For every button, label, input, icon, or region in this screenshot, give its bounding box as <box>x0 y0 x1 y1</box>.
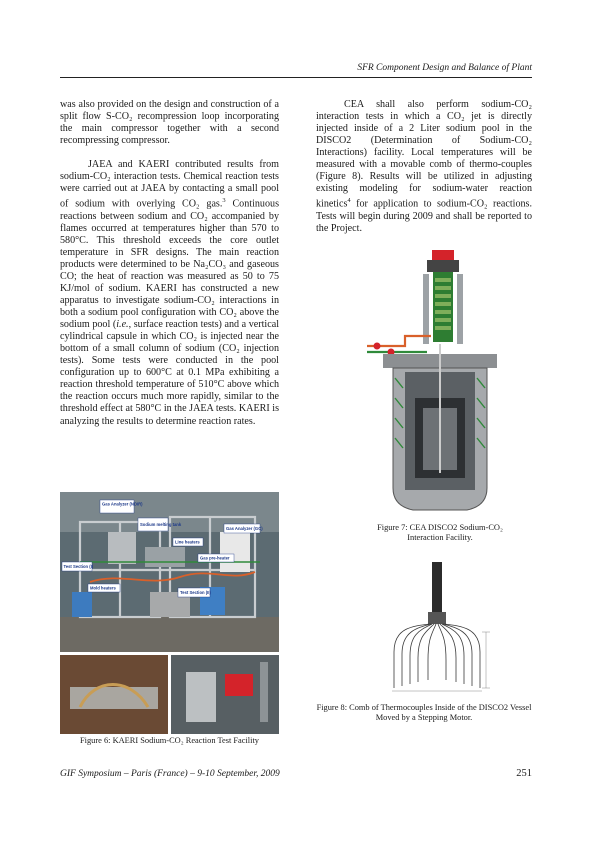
right-paragraph-1-part-a: CEA shall also perform sodium-CO₂ interaction tests in which a CO₂ jet is directly injected inside of a 2 Liter sodium pool in the DISCO2 (Determination of Sodium-CO₂ Interactions) facility. Local temperatures will be measured with a movable comb of thermo-couples (Figure 8). Results will be utilized in adjusting existing modeling for sodium-water reaction kinetics <box>316 99 532 210</box>
label-test-section-1: Test Section (I) <box>63 564 94 569</box>
reference-4: 4 <box>347 197 351 205</box>
left-paragraph-2 <box>60 159 279 427</box>
bottom-left-apparatus <box>70 687 158 709</box>
figure-7-svg <box>365 248 515 518</box>
label-gas-analyzer-gc: Gas Analyzer (GC) <box>226 526 263 531</box>
label-sodium-melting-tank: Sodium melting tank <box>140 522 182 527</box>
label-line-heaters: Line heaters <box>175 539 200 545</box>
guide-rod-right <box>457 274 463 344</box>
left-paragraph-2-part-b: Continuous reactions between sodium and CO₂ accompanied by flames occurred at temperatures higher than 570 to 580°C. This threshold exceeds the core outlet temperature in SFR designs. The main reaction products were determined to be Na₂CO₃ and gaseous CO; the heat of reaction was measured as 50 to 75 KJ/mol of sodium. KAERI has constructed a new apparatus to investigate sodium-CO₂ interactions in both a sodium pool configuration with CO₂ above the sodium pool ( <box>60 198 279 331</box>
left-paragraph-1: was also provided on the design and construction of a split flow S-CO₂ recompression loop incorporating the main compressor together with a second recompressing compressor. <box>60 99 279 147</box>
reference-3: 3 <box>222 197 226 205</box>
bottom-right-column <box>260 662 268 722</box>
upper-column <box>433 272 453 342</box>
running-footer: GIF Symposium – Paris (France) – 9-10 September, 2009 <box>60 769 280 779</box>
label-gas-pre-heater: Gas pre-heater <box>200 555 230 561</box>
comb-head <box>428 612 446 624</box>
bottom-right-heater <box>225 674 253 696</box>
running-header: SFR Component Design and Balance of Plant <box>357 63 532 73</box>
stepping-motor-cap <box>432 250 454 260</box>
gas-analyzer-unit <box>220 532 250 572</box>
dimension-lines <box>392 632 490 691</box>
figure-8-caption: Figure 8: Comb of Thermocouples Inside of the DISCO2 Vessel Moved by a Stepping Motor. <box>316 703 532 723</box>
sodium-tank <box>108 532 136 564</box>
line-heater-box <box>145 547 185 567</box>
label-test-section-2: Test Section (II) <box>180 590 211 595</box>
test-section-body <box>72 592 92 617</box>
ie-abbrev: i.e. <box>116 319 129 331</box>
photo-floor <box>60 617 279 652</box>
figure-7-caption: Figure 7: CEA DISCO2 Sodium-CO₂ Interaction Facility. <box>377 523 503 543</box>
thermocouple-wires <box>394 624 480 688</box>
figure-6-caption: Figure 6: KAERI Sodium-CO₂ Reaction Test Facility <box>80 736 259 745</box>
right-column <box>316 99 532 235</box>
label-mold-heaters: Mold heaters <box>90 585 116 591</box>
left-column <box>60 99 279 428</box>
figure-8-svg <box>382 562 502 694</box>
bottom-right-vessel <box>186 672 216 722</box>
figure-6-svg <box>60 492 279 734</box>
figure-6-photo <box>60 492 279 734</box>
valve-1 <box>374 343 381 350</box>
guide-rod-left <box>423 274 429 344</box>
page-number: 251 <box>516 768 532 779</box>
stepping-motor-body <box>427 260 459 272</box>
left-paragraph-2-part-c: , surface reaction tests) and a vertical cylindrical capsule in which CO₂ is injected near the bottom of a small column of sodium (CO₂ injection tests). Some tests were conducted in the pool configuration up to 600°C at 0.1 MPa exhibiting a reaction threshold temperature of 510°C above which the reaction occurs much more rapidly, similar to the threshold effect at 580°C in the JAEA tests. KAERI is analyzing the results to determine reaction rates. <box>60 319 280 427</box>
label-gas-analyzer-ndir: Gas Analyzer (NDIR) <box>102 501 143 507</box>
comb-shaft <box>432 562 442 614</box>
header-rule <box>60 77 532 78</box>
right-paragraph-1 <box>316 99 532 235</box>
left-paragraph-2-part-a: JAEA and KAERI contributed results from sodium-CO₂ interaction tests. Chemical reaction tests were carried out at JAEA by contacting a small pool of sodium with overlying CO₂ gas. <box>60 159 279 210</box>
figure-7-diagram <box>365 248 515 518</box>
figure-8-diagram <box>382 562 502 694</box>
right-paragraph-1-part-b: for application to sodium-CO₂ reactions. Tests will begin during 2009 and shall be reported to the Project. <box>316 198 532 234</box>
